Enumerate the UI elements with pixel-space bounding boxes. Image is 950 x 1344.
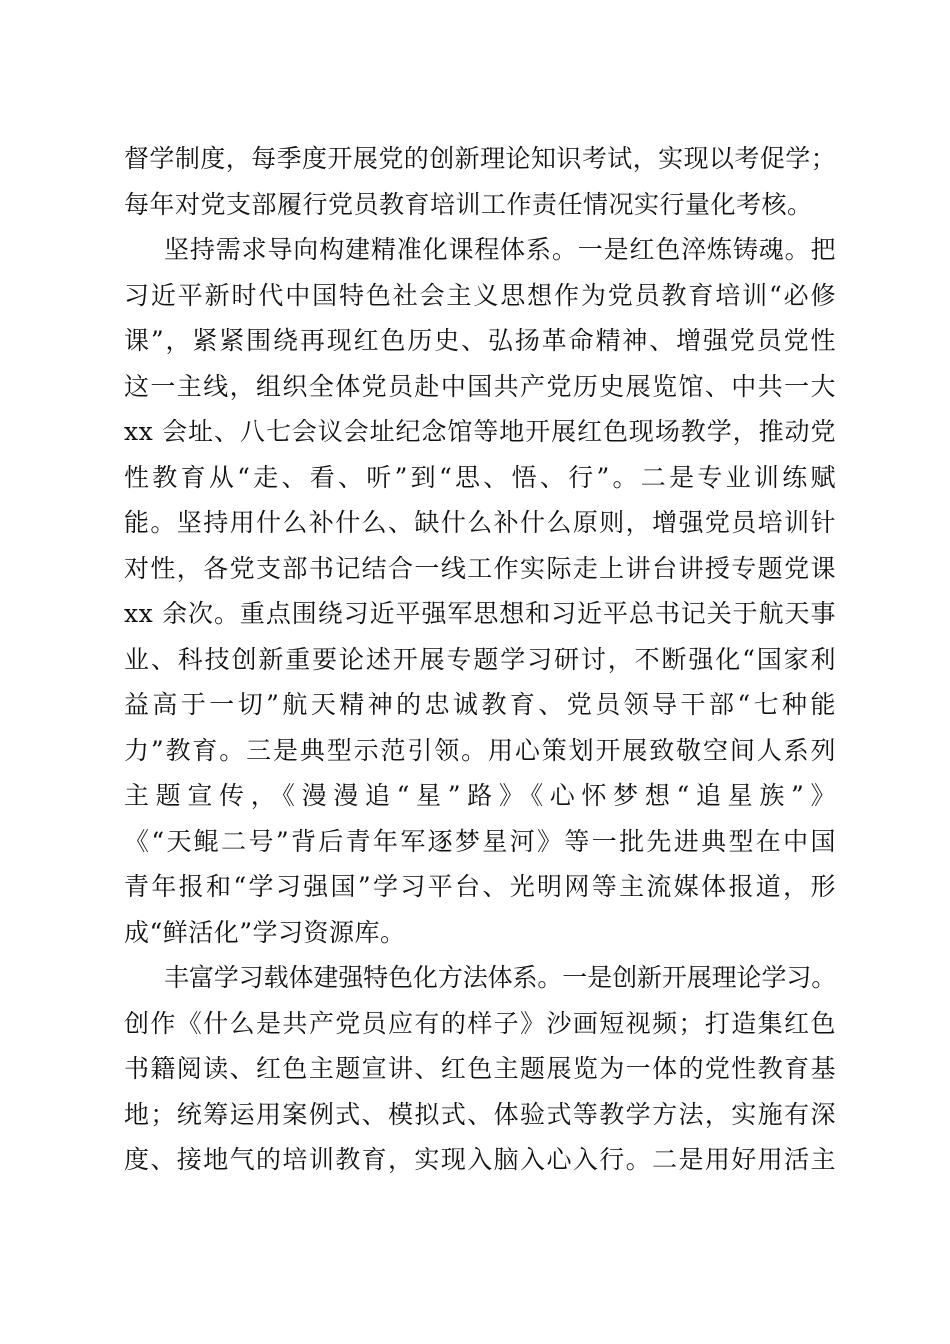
- text-line: 习近平新时代中国特色社会主义思想作为党员教育培训“必修: [124, 280, 836, 310]
- text-line: xx 会址、八七会议会址纪念馆等地开展红色现场教学，推动党: [124, 417, 836, 446]
- text-line: xx 余次。重点围绕习近平强军思想和习近平总书记关于航天事: [124, 599, 836, 628]
- text-line: 青年报和“学习强国”学习平台、光明网等主流媒体报道，形: [124, 872, 836, 901]
- text-line: 益高于一切”航天精神的忠诚教育、党员领导干部“七种能: [124, 690, 836, 719]
- text-line: 书籍阅读、红色主题宣讲、红色主题展览为一体的党性教育基: [124, 1054, 836, 1083]
- text-line: 成“鲜活化”学习资源库。: [124, 917, 406, 947]
- paragraph-first-line: 丰富学习载体建强特色化方法体系。一是创新开展理论学习。: [164, 963, 836, 992]
- text-line: 这一主线，组织全体党员赴中国共产党历史展览馆、中共一大: [124, 371, 836, 401]
- text-line: 度、接地气的培训教育，实现入脑入心入行。二是用好用活主: [124, 1145, 836, 1174]
- text-line: 课”，紧紧围绕再现红色历史、弘扬革命精神、增强党员党性: [124, 326, 836, 355]
- text-line: 能。坚持用什么补什么、缺什么补什么原则，增强党员培训针: [124, 508, 836, 537]
- text-line: 每年对党支部履行党员教育培训工作责任情况实行量化考核。: [124, 189, 813, 219]
- text-line: 《“天鲲二号”背后青年军逐梦星河》等一批先进典型在中国: [124, 826, 836, 856]
- document-body: [124, 136, 836, 1183]
- text-line: 督学制度，每季度开展党的创新理论知识考试，实现以考促学；: [124, 144, 836, 173]
- text-line: 力”教育。三是典型示范引领。用心策划开展致敬空间人系列: [124, 735, 836, 765]
- text-line: 主题宣传，《漫漫追“星”路》《心怀梦想“追星族”》: [124, 781, 836, 810]
- text-line: 业、科技创新重要论述开展专题学习研讨，不断强化“国家利: [124, 644, 836, 674]
- paragraph-first-line: 坚持需求导向构建精准化课程体系。一是红色淬炼铸魂。把: [164, 235, 836, 264]
- text-line: 地；统筹运用案例式、模拟式、体验式等教学方法，实施有深: [124, 1099, 836, 1129]
- text-line: 性教育从“走、看、听”到“思、悟、行”。二是专业训练赋: [124, 462, 836, 492]
- text-line: 创作《什么是共产党员应有的样子》沙画短视频；打造集红色: [124, 1008, 836, 1038]
- text-line: 对性，各党支部书记结合一线工作实际走上讲台讲授专题党课: [124, 553, 836, 583]
